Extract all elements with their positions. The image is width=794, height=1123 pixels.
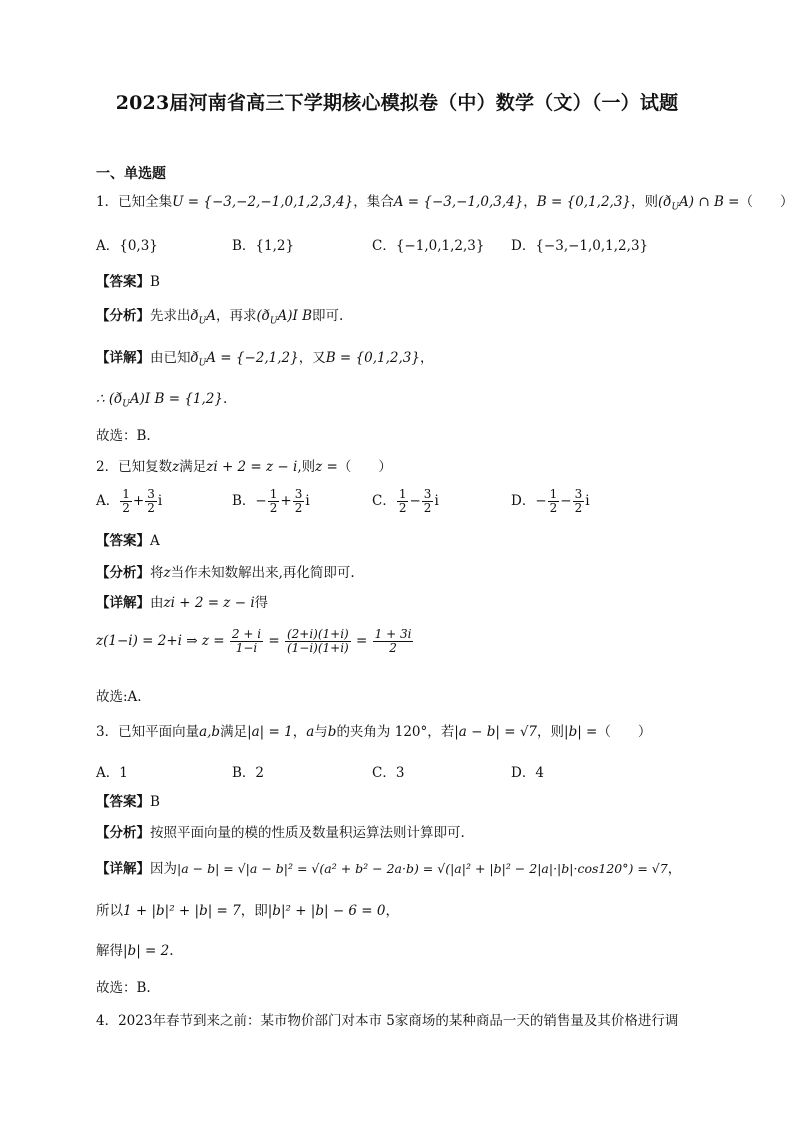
q3-derivation: 所以1 + |b|² + |b| = 7，即|b|² + |b| − 6 = 0， — [96, 903, 399, 919]
q2-answer: 【答案】A — [96, 533, 160, 549]
q3-detail: 【详解】因为|a − b| = √|a − b|² = √(a² + b² − 2a·b) = √(|a|² + |b|² − 2|a|·|b|·cos120°) = √7， — [96, 861, 682, 877]
q4-stem: 4．2023年春节到来之前：某市物价部门对本市 5家商场的某种商品一天的销售量及其价格进行调 — [96, 1013, 679, 1029]
q2-stem: 2．已知复数z满足zi + 2 = z − i,则z =（ ） — [96, 459, 392, 475]
q2-choose: 故选:A. — [96, 689, 142, 705]
q2-detail: 【详解】由zi + 2 = z − i得 — [96, 595, 269, 611]
q2-option-c: C． $\frac{1}{2}$ − $\frac{3}{2}$ i — [372, 487, 439, 515]
q1-option-c: C．{−1,0,1,2,3} — [372, 238, 485, 254]
q1-analysis: 【分析】先求出$ð_UA$，再求$(ð_UA)I$ B即可. — [96, 308, 344, 327]
q3-option-c: C．3 — [372, 765, 405, 781]
q3-stem: 3．已知平面向量a,b满足|a| = 1，a与b的夹角为 120°，若|a − b| = √7，则|b| =（ ） — [96, 724, 652, 740]
q2-option-d: D．− $\frac{1}{2}$ − $\frac{3}{2}$ i — [511, 487, 590, 515]
q1-conclusion: ∴ $(ð_UA)I$ B = {1,2}. — [96, 391, 228, 410]
q2-analysis: 【分析】将z当作未知数解出来,再化简即可. — [96, 565, 355, 581]
q2-option-a: A． $\frac{1}{2}$ + $\frac{3}{2}$ i — [96, 487, 163, 515]
q1-option-a: A．{0,3} — [96, 238, 158, 254]
q1-detail: 【详解】由已知$ð_UA = \{-2,1,2\}$，又B = {0,1,2,3}， — [96, 350, 434, 369]
q3-option-a: A．1 — [96, 765, 128, 781]
q3-choose: 故选：B. — [96, 980, 151, 996]
q3-option-d: D．4 — [511, 765, 544, 781]
page-title: 2023届河南省高三下学期核心模拟卷（中）数学（文）（一）试题 — [115, 92, 679, 114]
q3-answer: 【答案】B — [96, 794, 160, 810]
q1-option-b: B．{1,2} — [232, 238, 295, 254]
q1-option-d: D．{−3,−1,0,1,2,3} — [511, 238, 649, 254]
q1-answer: 【答案】B — [96, 274, 160, 290]
q1-stem: 1．已知全集U = {−3,−2,−1,0,1,2,3,4}，集合A = {−3,−1,0,3,4}，B = {0,1,2,3}，则$(ð_UA)$ ∩ B =（ ） — [96, 194, 794, 213]
section-heading: 一、单选题 — [96, 166, 166, 182]
q3-solution: 解得|b| = 2. — [96, 943, 174, 959]
q2-option-b: B．− $\frac{1}{2}$ + $\frac{3}{2}$ i — [232, 487, 310, 515]
q2-work: z(1−i) = 2+i ⇒ z = $\frac{2 + i}{1-i}$ = $\frac{(2+i)(1+i)}{(1-i)(1+i)}$ = $\frac{1 + 3i}{2}$ — [96, 627, 412, 655]
q3-analysis: 【分析】按照平面向量的模的性质及数量积运算法则计算即可. — [96, 825, 465, 841]
q1-choose: 故选：B. — [96, 428, 151, 444]
q3-option-b: B．2 — [232, 765, 265, 781]
